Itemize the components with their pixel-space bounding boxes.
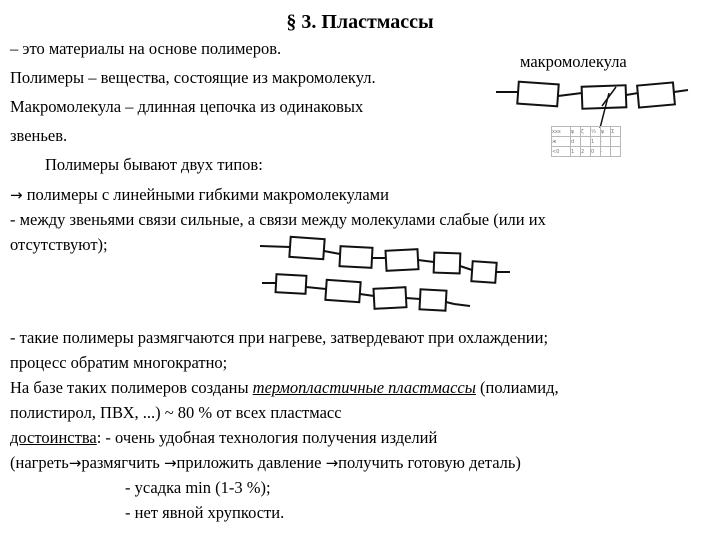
advantage-item-2: - нет явной хрупкости. — [125, 503, 285, 522]
right-arrow-icon: → — [68, 454, 82, 472]
thermoplastics-term: термопластичные пластмассы — [252, 378, 476, 397]
advantages-text: : - очень удобная технология получения изделий — [96, 428, 438, 447]
properties-line-3-end: (полиамид, — [475, 378, 559, 397]
intro-line-3: Макромолекула – длинная цепочка из одинаковых — [10, 97, 364, 116]
properties-line-3 — [10, 377, 559, 399]
linear-desc-line-1: - между звеньями связи сильные, а связи между молекулами слабые (или их — [10, 210, 546, 229]
process-step-3: приложить давление — [176, 453, 326, 472]
process-steps-line — [10, 452, 521, 474]
process-step-2: размягчить — [81, 453, 164, 472]
macromolecule-label: макромолекула — [520, 52, 627, 71]
intro-line-2: Полимеры – вещества, состоящие из макромолекул. — [10, 68, 376, 87]
right-arrow-icon: → — [10, 186, 23, 204]
intro-line-1: – это материалы на основе полимеров. — [10, 39, 282, 58]
right-arrow-icon: → — [325, 454, 339, 472]
properties-line-4: полистирол, ПВХ, ...) ~ 80 % от всех пластмасс — [10, 403, 342, 422]
properties-line-1: - такие полимеры размягчаются при нагреве, затвердевают при охлаждении; — [10, 328, 549, 347]
properties-line-2: процесс обратим многократно; — [10, 353, 228, 372]
reference-mini-table: ххх ψ ζ ⅓ ψ Σ ж d 1 · <0 1 2 0 · — [551, 126, 621, 157]
intro-line-5: Полимеры бывают двух типов: — [45, 155, 263, 174]
process-step-1: (нагреть — [10, 453, 69, 472]
intro-line-4: звеньев. — [10, 126, 68, 145]
advantages-label: достоинства — [10, 428, 97, 447]
advantage-item-1: - усадка min (1-3 %); — [125, 478, 271, 497]
properties-line-3-start: На базе таких полимеров созданы — [10, 378, 253, 397]
right-arrow-icon: → — [163, 454, 177, 472]
linear-desc-line-2: отсутствуют); — [10, 235, 108, 254]
advantages-line — [10, 427, 437, 449]
process-step-4: получить готовую деталь) — [338, 453, 521, 472]
linear-polymers-heading-text: полимеры с линейными гибкими макромолекулами — [26, 185, 389, 204]
page-title: § 3. Пластмассы — [286, 11, 434, 33]
